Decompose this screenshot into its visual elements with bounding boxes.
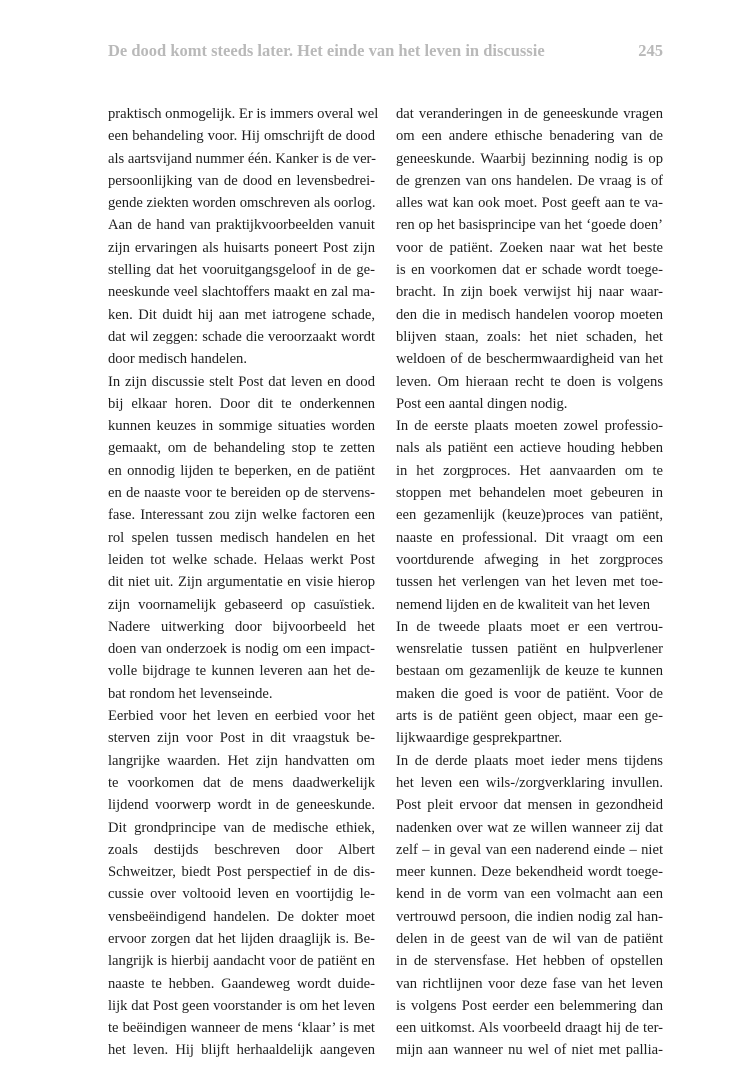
running-header bbox=[108, 38, 663, 64]
text-line: Eerbied voor het leven en eerbied voor het bbox=[108, 708, 375, 725]
text-line: lijdend voorwerp wordt in de geneeskunde. bbox=[108, 797, 375, 814]
text-line: nadenken over wat ze willen wanneer zij dat bbox=[396, 819, 663, 836]
text-line: in de stervensfase. Het hebben of opstellen bbox=[396, 953, 663, 970]
text-line: neeskunde veel slachtoffers maakt en zal ma- bbox=[108, 284, 375, 301]
text-line: bracht. In zijn boek verwijst hij naar waar- bbox=[396, 284, 663, 301]
text-line: als aartsvijand nummer één. Kanker is de ver- bbox=[108, 150, 376, 167]
text-line: kunnen keuzes in sommige situaties worden bbox=[108, 418, 375, 435]
text-line: sterven zijn voor Post in dit vraagstuk be- bbox=[108, 730, 375, 747]
text-line: naaste te hebben. Gaandeweg wordt duide- bbox=[108, 975, 375, 992]
text-line: geneeskunde. Waarbij bezinning nodig is op bbox=[396, 150, 663, 167]
text-line: nals als patiënt een actieve houding hebben bbox=[396, 440, 663, 457]
right-text-column bbox=[396, 103, 663, 1062]
text-line: ken. Dit duidt hij aan met iatrogene schade, bbox=[108, 306, 375, 323]
text-line: Aan de hand van praktijkvoorbeelden vanuit bbox=[108, 217, 375, 234]
text-line: In de eerste plaats moeten zowel professio- bbox=[396, 418, 663, 435]
text-line: van richtlijnen voor deze fase van het leven bbox=[396, 975, 663, 992]
text-line: tussen het verlengen van het leven met toe- bbox=[396, 574, 663, 591]
text-line: doen van onderzoek is nodig om een impact- bbox=[108, 641, 375, 658]
text-line: delen in de geest van de wil van de patiënt bbox=[396, 930, 663, 947]
text-line: Dit grondprincipe van de medische ethiek, bbox=[108, 819, 375, 836]
text-line: ervoor zorgen dat het lijden draaglijk is. Be- bbox=[108, 930, 375, 947]
text-line: is en voorkomen dat er schade wordt toege- bbox=[396, 262, 663, 279]
text-line: leiden tot welke schade. Helaas werkt Post bbox=[108, 551, 375, 568]
text-line: Post pleit ervoor dat mensen in gezondheid bbox=[396, 797, 663, 814]
text-line: is volgens Post eerder een belemmering dan bbox=[396, 997, 663, 1014]
text-line: In de derde plaats moet ieder mens tijdens bbox=[396, 752, 663, 769]
text-line: wensrelatie tussen patiënt en hulpverlener bbox=[396, 641, 663, 658]
text-line: vertrouwd persoon, die indien nodig zal han- bbox=[396, 908, 663, 925]
text-line: rol spelen tussen medisch handelen en het bbox=[108, 529, 375, 546]
text-line: lijkwaardige gesprekpartner. bbox=[396, 730, 563, 747]
text-line: arts is de patiënt geen object, maar een ge- bbox=[396, 708, 663, 725]
text-line: te beëindigen wanneer de mens ‘klaar’ is met bbox=[108, 1020, 375, 1037]
text-line: dat veranderingen in de geneeskunde vragen bbox=[396, 106, 663, 122]
text-line: bestaan om gezamenlijk de keuze te kunnen bbox=[396, 663, 663, 680]
text-line: bat rondom het levenseinde. bbox=[108, 685, 273, 702]
text-line: den die in medisch handelen voorop moeten bbox=[396, 306, 663, 323]
text-line: blijven staan, zoals: het niet schaden, het bbox=[396, 328, 663, 345]
text-line: vensbeëindigend handelen. De dokter moet bbox=[108, 908, 375, 925]
text-line: langrijk is hierbij aandacht voor de patiënt en bbox=[108, 953, 375, 970]
text-line: zijn ervaringen als huisarts poneert Post zijn bbox=[108, 239, 375, 256]
text-line: nemend lijden en de kwaliteit van het leven bbox=[396, 596, 651, 613]
text-line: te voorkomen dat de mens daadwerkelijk bbox=[108, 774, 375, 791]
text-line: Schweitzer, biedt Post perspectief in de dis- bbox=[108, 864, 375, 881]
text-line: mijn aan wanneer nu wel of niet met pallia- bbox=[396, 1042, 663, 1059]
text-line: volle bijdrage te kunnen leveren aan het de- bbox=[108, 663, 375, 680]
text-line: In de tweede plaats moet er een vertrou- bbox=[396, 618, 663, 635]
text-line: lijk dat Post geen voorstander is om het leven bbox=[108, 997, 375, 1014]
text-line: een uitkomst. Als voorbeeld draagt hij de ter- bbox=[396, 1020, 663, 1037]
text-line: Post een aantal dingen nodig. bbox=[396, 395, 568, 412]
text-line: alles wat kan ook moet. Post geeft aan te va- bbox=[396, 195, 663, 212]
text-line: praktisch onmogelijk. Er is immers overal wel bbox=[108, 106, 379, 122]
text-line: ren op het basisprincipe van het ‘goede doen’ bbox=[396, 217, 663, 234]
text-line: voor de patiënt. Zoeken naar wat het beste bbox=[396, 239, 663, 256]
text-line: cussie over voltooid leven en voortijdig le- bbox=[108, 886, 375, 903]
text-line: In zijn discussie stelt Post dat leven en dood bbox=[108, 373, 375, 390]
text-line: door medisch handelen. bbox=[108, 351, 248, 368]
text-line: naaste en professional. Dit vraagt om een bbox=[396, 529, 663, 546]
text-line: gende ziekten worden omschreven als oorlog. bbox=[108, 195, 376, 212]
text-line: fase. Interessant zou zijn welke factoren een bbox=[108, 507, 375, 524]
text-line: dit niet uit. Zijn argumentatie en visie hierop bbox=[108, 574, 375, 591]
text-line: voortdurende afweging in het zorgproces bbox=[396, 551, 663, 568]
text-line: en onnodig lijden te beperken, en de patiënt bbox=[108, 462, 375, 479]
text-line: het leven. Hij blijft herhaaldelijk aangeven bbox=[108, 1042, 375, 1059]
text-line: leven. Om hieraan recht te doen is volgens bbox=[396, 373, 663, 390]
text-line: weldoen of de beschermwaardigheid van het bbox=[396, 351, 663, 368]
text-line: om een andere ethische benadering van de bbox=[396, 128, 663, 145]
text-line: het leven een wils-/zorgverklaring invullen. bbox=[396, 774, 663, 791]
text-line: Nadere uitwerking door bijvoorbeeld het bbox=[108, 618, 375, 635]
text-line: bij elkaar horen. Door dit te onderkennen bbox=[108, 395, 375, 412]
text-line: een gezamenlijk (keuze)proces van patiënt, bbox=[396, 507, 663, 524]
text-line: en de naaste voor te bereiden op de stervens- bbox=[108, 485, 375, 502]
text-line: stoppen met behandelen moet gebeuren in bbox=[396, 485, 663, 502]
text-line: meer kunnen. Deze bekendheid wordt toege- bbox=[396, 864, 663, 881]
text-line: gemaakt, om de behandeling stop te zetten bbox=[108, 440, 375, 457]
chapter-title: De dood komt steeds later. Het einde van het leven in discussie bbox=[108, 41, 545, 60]
text-line: in het zorgproces. Het aanvaarden om te bbox=[396, 462, 663, 479]
text-line: stelling dat het vooruitgangsgeloof in de ge- bbox=[108, 262, 375, 279]
text-line: langrijke waarden. Het zijn handvatten om bbox=[108, 752, 375, 769]
text-line: persoonlijking van de dood en levensbedrei- bbox=[108, 172, 375, 189]
left-text-column bbox=[108, 103, 379, 1062]
page-number: 245 bbox=[638, 41, 663, 60]
text-line: zoals destijds beschreven door Albert bbox=[108, 841, 375, 858]
text-line: zelf – in geval van een naderend einde – niet bbox=[396, 841, 663, 858]
text-line: kend in de vorm van een volmacht aan een bbox=[396, 886, 663, 903]
text-line: dat wil zeggen: schade die veroorzaakt wordt bbox=[108, 328, 375, 345]
text-line: zijn voornamelijk gebaseerd op casuïstiek. bbox=[108, 596, 375, 613]
text-line: maken die goed is voor de patiënt. Voor de bbox=[396, 685, 663, 702]
text-line: een behandeling voor. Hij omschrijft de dood bbox=[108, 128, 375, 145]
text-line: de grenzen van ons handelen. De vraag is of bbox=[396, 172, 663, 189]
